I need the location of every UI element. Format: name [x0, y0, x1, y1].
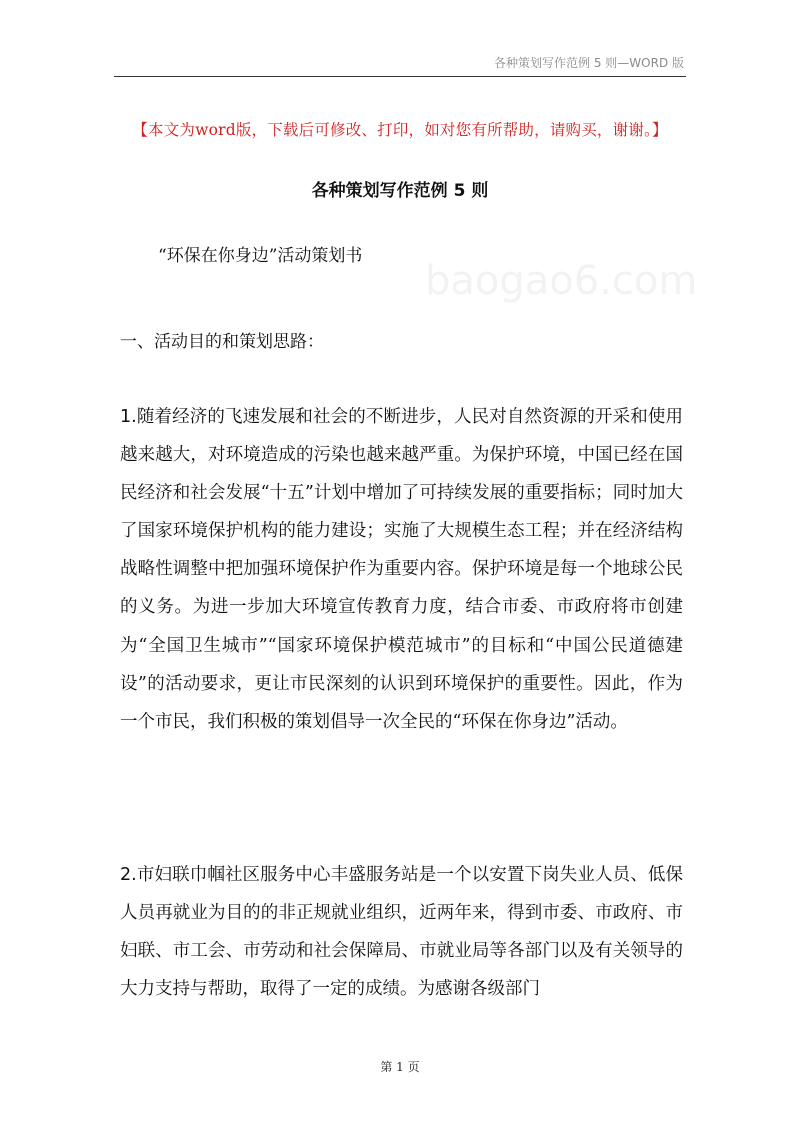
document-title: 各种策划写作范例 5 则 — [311, 181, 489, 201]
paragraph-2-text: 市妇联巾帼社区服务中心丰盛服务站是一个以安置下岗失业人员、低保人员再就业为目的的非正规就业组织，近两年来，得到市委、市政府、市妇联、市工会、市劳动和社会保障局、市就业局等各部门以及有关领导的大力支持与帮助，取得了一定的成绩。为感谢各级部门 — [120, 865, 683, 1000]
paragraph-1-number: 1. — [120, 407, 137, 427]
paragraph-2-number: 2. — [120, 865, 137, 885]
section-heading-1: 一、活动目的和策划思路： — [120, 332, 324, 352]
download-notice: 【本文为word版，下载后可修改、打印，如对您有所帮助，请购买，谢谢。】 — [132, 121, 668, 139]
page-number: 第 1 页 — [380, 1060, 420, 1074]
running-header: 各种策划写作范例 5 则—WORD 版 — [494, 56, 684, 70]
header-divider — [114, 76, 686, 77]
document-subtitle: “环保在你身边”活动策划书 — [158, 246, 363, 266]
watermark: baogao6.com — [425, 258, 698, 304]
paragraph-2 — [120, 856, 683, 1008]
paragraph-1-text: 随着经济的飞速发展和社会的不断进步，人民对自然资源的开采和使用越来越大，对环境造成的污染也越来越严重。为保护环境，中国已经在国民经济和社会发展“十五”计划中增加了可持续发展的重要指标；同时加大了国家环境保护机构的能力建设；实施了大规模生态工程；并在经济结构战略性调整中把加强环境保护作为重要内容。保护环境是每一个地球公民的义务。为进一步加大环境宣传教育力度，结合市委、市政府将市创建为“全国卫生城市”“国家环境保护模范城市”的目标和“中国公民道德建设”的活动要求，更让市民深刻的认识到环境保护的重要性。因此，作为一个市民，我们积极的策划倡导一次全民的“环保在你身边”活动。 — [120, 407, 683, 732]
paragraph-1 — [120, 398, 683, 741]
